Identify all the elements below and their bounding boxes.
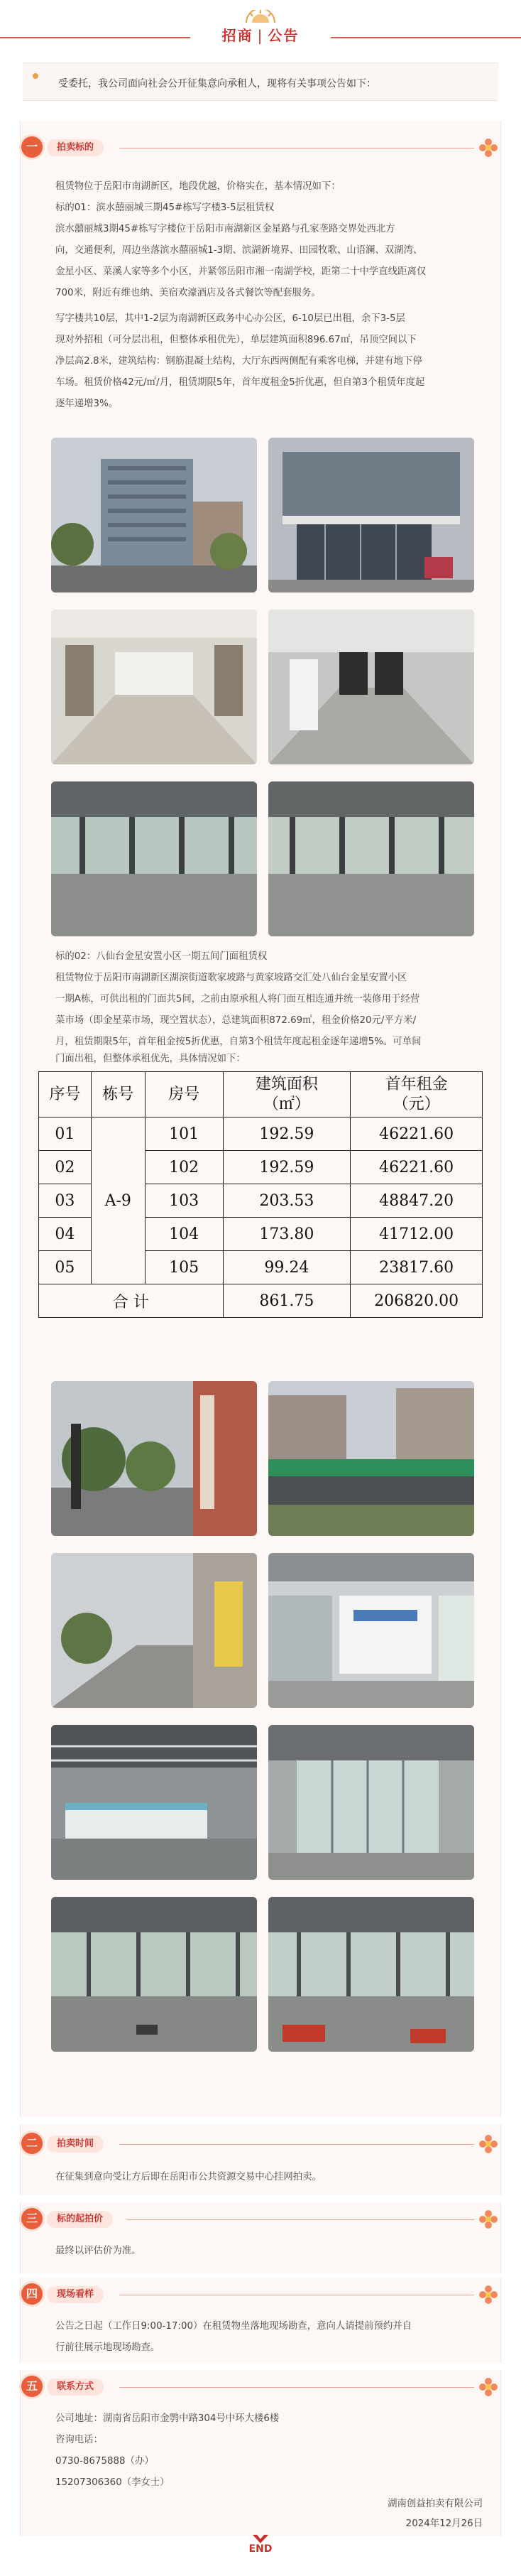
section-5-heading	[20, 2371, 501, 2403]
section-1-heading	[20, 132, 501, 163]
photo-floor-space-2	[268, 781, 474, 936]
photo-market-interior-2	[268, 1725, 474, 1880]
end-arrow-icon	[253, 2533, 268, 2543]
col-header: 序号	[39, 1072, 92, 1117]
photo-market-interior-4	[268, 1897, 474, 2052]
flower-icon	[478, 2209, 498, 2229]
storefront-table	[38, 1071, 483, 1318]
section-number: 一	[21, 136, 43, 158]
sun-ornament-icon	[240, 10, 281, 23]
photo-market-interior-1	[51, 1725, 257, 1880]
section-rule	[126, 2219, 474, 2220]
photo-floor-space-1	[51, 781, 257, 936]
start-price-text: 最终以评估价为准。	[55, 2246, 141, 2256]
cell-rent: 41712.00	[351, 1218, 483, 1251]
signature-company: 湖南创益拍卖有限公司	[388, 2499, 483, 2509]
lot1-desc-1: 滨水囍丽城3期45#栋写字楼位于岳阳市南湖新区金星路与孔家垄路交界处西北方	[55, 224, 395, 234]
cell-building: A-9	[91, 1117, 145, 1284]
dot-icon	[33, 73, 38, 79]
cell-area: 192.59	[223, 1117, 351, 1151]
lot2-desc-2: 一期A栋，可供出租的门面共5间，之前由原承租人将门面互相连通并统一装修用于经营	[55, 994, 420, 1005]
intro-text: 受委托，我公司面向社会公开征集意向承租人，现将有关事项公告如下：	[58, 78, 376, 90]
section-number: 四	[21, 2283, 43, 2305]
photo-building-entrance	[268, 438, 474, 592]
section-3-heading	[20, 2204, 501, 2235]
section-2-heading	[20, 2128, 501, 2160]
flower-icon	[478, 2377, 498, 2397]
section-4-heading	[20, 2279, 501, 2310]
lot1-detail-5: 逐年递增3%。	[55, 399, 119, 409]
section-label: 拍卖时间	[47, 2136, 104, 2153]
title-right: 公告	[268, 27, 300, 44]
photo-market-front	[268, 1381, 474, 1536]
contact-address: 公司地址：湖南省岳阳市金鹗中路304号中环大楼6楼	[55, 2413, 280, 2424]
auction-time-text: 在征集到意向受让方后即在岳阳市公共资源交易中心挂网拍卖。	[55, 2172, 322, 2182]
cell-area: 192.59	[223, 1151, 351, 1184]
section-number: 五	[21, 2376, 43, 2397]
cell-no: 03	[39, 1184, 92, 1218]
lot2-desc-5: 门面出租，但整体承租优先，具体情况如下：	[55, 1054, 246, 1064]
lot1-detail-4: 车场。租赁价格42元/㎡/月，租赁期限5年，首年度租金5折优惠，但自第3个租赁年度起	[55, 377, 425, 388]
table-row	[39, 1117, 483, 1151]
header-left-rule	[0, 37, 190, 38]
cell-room: 102	[145, 1151, 223, 1184]
cell-area: 173.80	[223, 1218, 351, 1251]
col-header: 首年租金 （元）	[351, 1072, 483, 1117]
photo-building-exterior	[51, 438, 257, 592]
flower-icon	[478, 138, 498, 158]
col-header: 建筑面积 （㎡）	[223, 1072, 351, 1117]
col-header: 栋号	[91, 1072, 145, 1117]
lot2-desc-4: 月，租赁期限5年，首年租金按5折优惠，自第3个租赁年度起租金逐年递增5%。可单间	[55, 1037, 422, 1047]
header-right-rule	[331, 37, 521, 38]
lot2-title: 标的02：八仙台金星安置小区一期五间门面租赁权	[55, 951, 268, 962]
photo-lobby	[51, 610, 257, 764]
cell-room: 101	[145, 1117, 223, 1151]
section-number: 二	[21, 2133, 43, 2154]
title-left: 招商	[221, 27, 253, 44]
col-header: 房号	[145, 1072, 223, 1117]
cell-no: 04	[39, 1218, 92, 1251]
cell-rent: 23817.60	[351, 1251, 483, 1284]
contact-phone-mobile: 15207306360（李女士）	[55, 2477, 170, 2488]
cell-rent: 46221.60	[351, 1117, 483, 1151]
cell-no: 02	[39, 1151, 92, 1184]
photo-storefront-street	[51, 1381, 257, 1536]
cell-rent: 46221.60	[351, 1151, 483, 1184]
lot1-detail-2: 现对外招租（可分层出租，但整体承租优先），单层建筑面积896.67㎡，吊顶空间以下	[55, 335, 417, 345]
signature-date: 2024年12月26日	[405, 2518, 483, 2529]
lot1-detail-1: 写字楼共10层，其中1-2层为南湖新区政务中心办公区，6-10层已出租，余下3-5层	[55, 313, 405, 324]
photo-corridor	[268, 610, 474, 764]
lot1-title: 标的01：滨水囍丽城三期45#栋写字楼3-5层租赁权	[55, 202, 275, 213]
cell-total-label: 合 计	[39, 1284, 224, 1318]
lot2-desc-1: 租赁物位于岳阳市南湖新区湖滨街道歌家坡路与黄家坡路交汇处八仙台金星安置小区	[55, 973, 407, 983]
photo-side-walkway	[51, 1553, 257, 1708]
cell-area: 203.53	[223, 1184, 351, 1218]
photo-office-signage	[268, 1553, 474, 1708]
photo-market-interior-3	[51, 1897, 257, 2052]
cell-total-rent: 206820.00	[351, 1284, 483, 1318]
lot1-intro: 租赁物位于岳阳市南湖新区，地段优越，价格实在，基本情况如下：	[55, 181, 341, 192]
page-title: 招商 | 公告	[221, 27, 300, 44]
section-label: 拍卖标的	[47, 139, 104, 156]
lot1-desc-4: 700米，附近有维也纳、美宿欢濠酒店及各式餐饮等配套服务。	[55, 288, 321, 298]
cell-no: 05	[39, 1251, 92, 1284]
lot2-desc-3: 菜市场（即金星菜市场，现空置状态），总建筑面积872.69㎡，租金价格20元/平方米/	[55, 1015, 417, 1026]
intro-box	[23, 63, 498, 101]
lot1-desc-3: 金星小区、菜溪人家等多个小区，并紧邻岳阳市湘一南湖学校，距第二十中学直线距离仅	[55, 266, 427, 277]
cell-room: 103	[145, 1184, 223, 1218]
section-rule	[119, 2144, 474, 2145]
table-total-row	[39, 1284, 483, 1318]
viewing-text-2: 行前往展示地现场勘查。	[55, 2342, 160, 2353]
flower-icon	[478, 2285, 498, 2305]
cell-room: 105	[145, 1251, 223, 1284]
section-label: 现场看样	[47, 2286, 104, 2303]
cell-total-area: 861.75	[223, 1284, 351, 1318]
section-rule	[119, 2387, 474, 2388]
table-header-row	[39, 1072, 483, 1117]
lot1-desc-2: 向，交通便利，周边坐落滨水囍丽城1-3期、滨湖新境界、田园牧歌、山语澜、双湖湾、	[55, 245, 423, 256]
end-mark: END	[248, 2543, 273, 2555]
flower-icon	[478, 2134, 498, 2154]
cell-no: 01	[39, 1117, 92, 1151]
viewing-text-1: 公告之日起（工作日9:00-17:00）在租赁物坐落地现场勘查，意向人请提前预约并自	[55, 2321, 412, 2332]
contact-phone-office: 0730-8675888（办）	[55, 2456, 154, 2467]
section-label: 联系方式	[47, 2379, 104, 2396]
section-number: 三	[21, 2208, 43, 2229]
lot1-detail-3: 净层高2.8米，建筑结构：钢筋混凝土结构，大厅东西两侧配有乘客电梯，并建有地下停	[55, 356, 422, 367]
header	[0, 0, 521, 57]
section-label: 标的起拍价	[47, 2211, 113, 2228]
cell-area: 99.24	[223, 1251, 351, 1284]
contact-consult-label: 咨询电话：	[55, 2435, 103, 2445]
cell-room: 104	[145, 1218, 223, 1251]
cell-rent: 48847.20	[351, 1184, 483, 1218]
